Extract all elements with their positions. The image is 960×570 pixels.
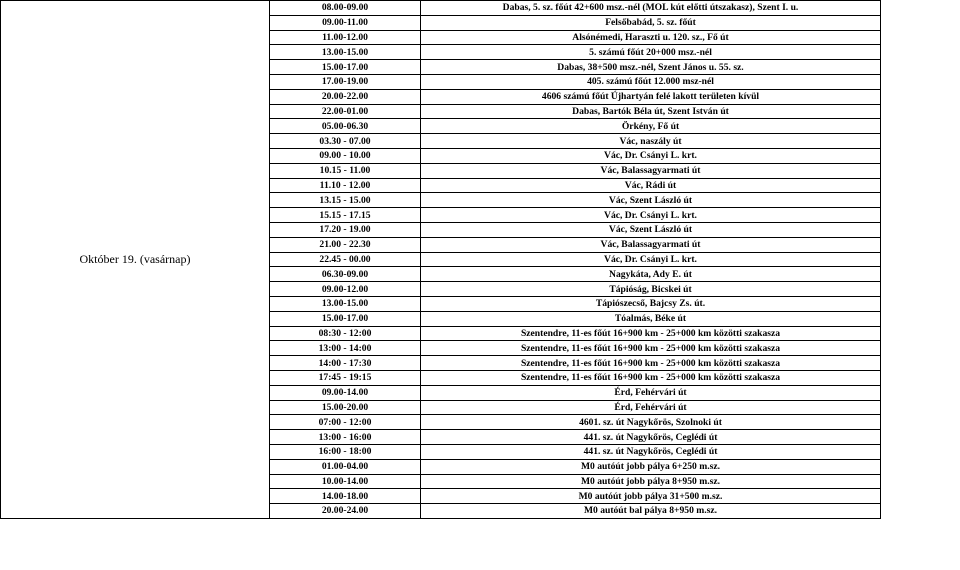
time-cell: 15.00-20.00 xyxy=(270,400,421,415)
time-cell: 13.00-15.00 xyxy=(270,45,421,60)
time-cell: 21.00 - 22.30 xyxy=(270,237,421,252)
location-cell: M0 autóút jobb pálya 6+250 m.sz. xyxy=(421,459,881,474)
time-cell: 09.00-14.00 xyxy=(270,385,421,400)
location-cell: Vác, Szent László út xyxy=(421,193,881,208)
time-cell: 13.00-15.00 xyxy=(270,296,421,311)
time-cell: 09.00-12.00 xyxy=(270,282,421,297)
time-cell: 01.00-04.00 xyxy=(270,459,421,474)
location-cell: Szentendre, 11-es főút 16+900 km - 25+000 km közötti szakasza xyxy=(421,326,881,341)
location-cell: Tóalmás, Béke út xyxy=(421,311,881,326)
time-cell: 17.20 - 19.00 xyxy=(270,222,421,237)
location-cell: Szentendre, 11-es főút 16+900 km - 25+000 km közötti szakasza xyxy=(421,341,881,356)
location-cell: M0 autóút jobb pálya 8+950 m.sz. xyxy=(421,474,881,489)
time-cell: 13.15 - 15.00 xyxy=(270,193,421,208)
location-cell: Érd, Fehérvári út xyxy=(421,385,881,400)
location-cell: Felsőbabád, 5. sz. főút xyxy=(421,15,881,30)
location-cell: Vác, Dr. Csányi L. krt. xyxy=(421,148,881,163)
time-cell: 15.00-17.00 xyxy=(270,311,421,326)
date-cell: Október 19. (vasárnap) xyxy=(1,1,270,519)
time-cell: 13:00 - 16:00 xyxy=(270,430,421,445)
time-cell: 20.00-22.00 xyxy=(270,89,421,104)
location-cell: Nagykáta, Ady E. út xyxy=(421,267,881,282)
location-cell: 441. sz. út Nagykőrös, Ceglédi út xyxy=(421,444,881,459)
location-cell: Vác, naszály út xyxy=(421,134,881,149)
location-cell: Szentendre, 11-es főút 16+900 km - 25+000 km közötti szakasza xyxy=(421,370,881,385)
location-cell: Vác, Balassagyarmati út xyxy=(421,237,881,252)
location-cell: Tápiószecső, Bajcsy Zs. út. xyxy=(421,296,881,311)
location-cell: 4606 számú főút Újhartyán felé lakott területen kívül xyxy=(421,89,881,104)
time-cell: 17.00-19.00 xyxy=(270,74,421,89)
time-cell: 09.00-11.00 xyxy=(270,15,421,30)
time-cell: 09.00 - 10.00 xyxy=(270,148,421,163)
location-cell: Dabas, 38+500 msz.-nél, Szent János u. 55. sz. xyxy=(421,60,881,75)
time-cell: 03.30 - 07.00 xyxy=(270,134,421,149)
location-cell: 5. számú főút 20+000 msz.-nél xyxy=(421,45,881,60)
time-cell: 22.45 - 00.00 xyxy=(270,252,421,267)
location-cell: Vác, Rádi út xyxy=(421,178,881,193)
location-cell: Alsónémedi, Haraszti u. 120. sz., Fő út xyxy=(421,30,881,45)
location-cell: 405. számú főút 12.000 msz-nél xyxy=(421,74,881,89)
schedule-body xyxy=(1,1,960,519)
location-cell: Vác, Dr. Csányi L. krt. xyxy=(421,208,881,223)
location-cell: Érd, Fehérvári út xyxy=(421,400,881,415)
table-row xyxy=(1,1,960,16)
location-cell: Vác, Dr. Csányi L. krt. xyxy=(421,252,881,267)
location-cell: 441. sz. út Nagykőrös, Ceglédi út xyxy=(421,430,881,445)
time-cell: 17:45 - 19:15 xyxy=(270,370,421,385)
location-cell: Örkény, Fő út xyxy=(421,119,881,134)
time-cell: 11.00-12.00 xyxy=(270,30,421,45)
time-cell: 16:00 - 18:00 xyxy=(270,444,421,459)
time-cell: 20.00-24.00 xyxy=(270,504,421,519)
time-cell: 10.15 - 11.00 xyxy=(270,163,421,178)
time-cell: 08.00-09.00 xyxy=(270,1,421,16)
time-cell: 13:00 - 14:00 xyxy=(270,341,421,356)
location-cell: Szentendre, 11-es főút 16+900 km - 25+000 km közötti szakasza xyxy=(421,356,881,371)
time-cell: 10.00-14.00 xyxy=(270,474,421,489)
location-cell: 4601. sz. út Nagykőrös, Szolnoki út xyxy=(421,415,881,430)
location-cell: M0 autóút bal pálya 8+950 m.sz. xyxy=(421,504,881,519)
location-cell: Vác, Szent László út xyxy=(421,222,881,237)
time-cell: 14:00 - 17:30 xyxy=(270,356,421,371)
time-cell: 11.10 - 12.00 xyxy=(270,178,421,193)
time-cell: 07:00 - 12:00 xyxy=(270,415,421,430)
time-cell: 15.15 - 17.15 xyxy=(270,208,421,223)
time-cell: 22.00-01.00 xyxy=(270,104,421,119)
location-cell: Dabas, 5. sz. főút 42+600 msz.-nél (MOL kút előtti útszakasz), Szent I. u. xyxy=(421,1,881,16)
time-cell: 14.00-18.00 xyxy=(270,489,421,504)
time-cell: 05.00-06.30 xyxy=(270,119,421,134)
empty-cell xyxy=(881,1,960,519)
time-cell: 06.30-09.00 xyxy=(270,267,421,282)
location-cell: Dabas, Bartók Béla út, Szent István út xyxy=(421,104,881,119)
location-cell: M0 autóút jobb pálya 31+500 m.sz. xyxy=(421,489,881,504)
time-cell: 15.00-17.00 xyxy=(270,60,421,75)
location-cell: Tápióság, Bicskei út xyxy=(421,282,881,297)
time-cell: 08:30 - 12:00 xyxy=(270,326,421,341)
location-cell: Vác, Balassagyarmati út xyxy=(421,163,881,178)
